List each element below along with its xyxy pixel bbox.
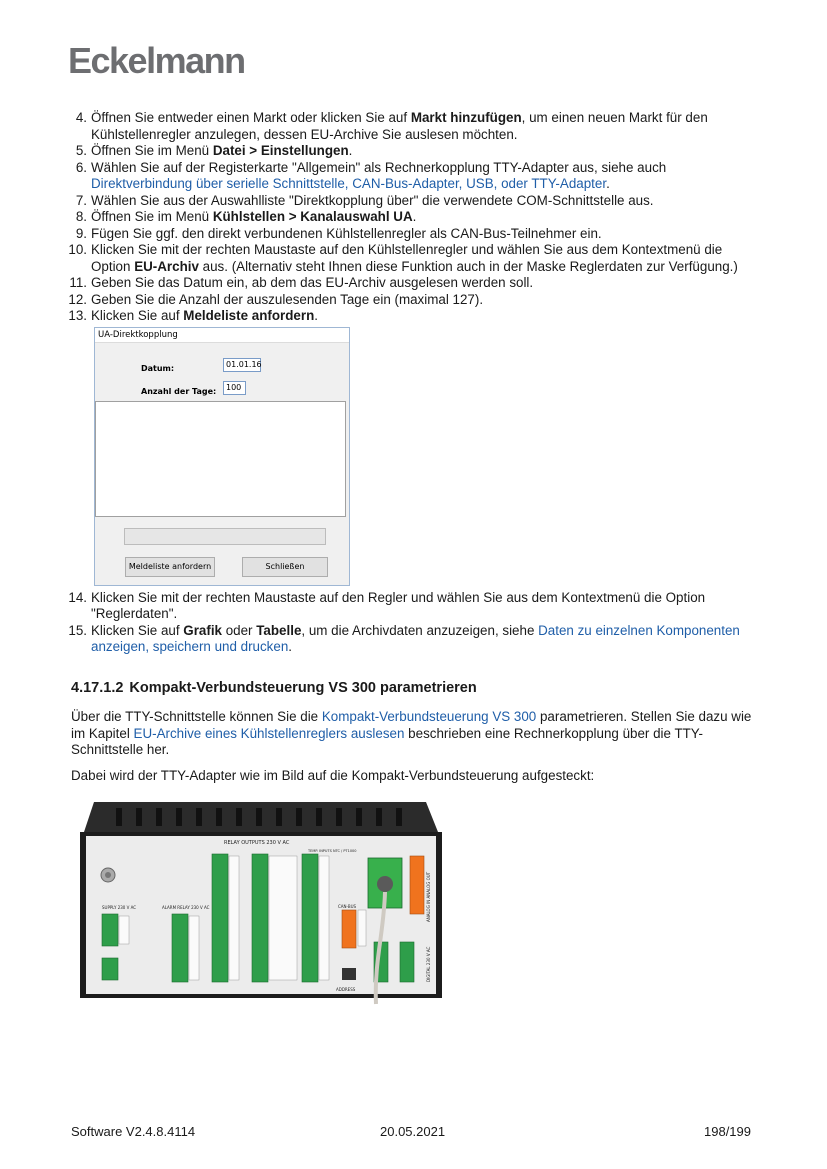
step-number: 4. — [75, 110, 87, 125]
step-item — [68, 291, 761, 309]
schliessen-button[interactable]: Schließen — [242, 557, 328, 577]
step-number: 10. — [68, 242, 87, 257]
step-item — [71, 193, 761, 210]
adapter-paragraph: Dabei wird der TTY-Adapter wie im Bild auf die Kompakt-Verbundsteuerung aufgesteckt: — [71, 767, 595, 783]
step-number: 6. — [75, 159, 87, 175]
cross-reference-link[interactable]: Kompakt-Verbundsteuerung VS 300 — [321, 709, 537, 724]
result-panel — [95, 401, 346, 517]
step-number: 13. — [68, 308, 87, 323]
text-run: . — [412, 209, 417, 224]
eckelmann-logo: Eckelmann — [68, 40, 245, 81]
text-run: Über die TTY-Schnittstelle können Sie die — [71, 709, 322, 724]
meldeliste-anfordern-button[interactable]: Meldeliste anfordern — [125, 557, 215, 577]
text-run: Öffnen Sie entweder einen Markt oder klicken Sie auf — [91, 110, 411, 125]
step-list-continued — [68, 589, 761, 656]
cross-reference-link[interactable]: Daten zu einzelnen Komponenten anzeigen, speichern und drucken — [91, 622, 740, 654]
text-run: , um einen neuen Markt für den Kühlstellenregler anzulegen, dessen EU-Archive Sie auslesen möchten. — [91, 110, 708, 142]
step-number: 7. — [75, 192, 87, 208]
step-number: 15. — [68, 622, 87, 638]
bold-term: Kühlstellen > Kanalauswahl UA — [212, 209, 413, 224]
adapter-cable-socket — [377, 876, 393, 892]
bold-term: Markt hinzufügen — [410, 110, 522, 125]
relay-outputs-label: RELAY OUTPUTS 230 V AC — [224, 840, 290, 846]
text-run: . — [288, 639, 293, 654]
step-item — [68, 308, 761, 325]
step-item — [68, 622, 761, 656]
step-item — [68, 242, 761, 275]
footer-software-version: Software V2.4.8.4114 — [71, 1124, 196, 1139]
progress-bar — [124, 528, 326, 545]
step-item — [71, 110, 761, 143]
digital-label: DIGITAL 230 V AC — [426, 946, 431, 982]
footer-date: 20.05.2021 — [380, 1124, 446, 1139]
step-item — [68, 589, 761, 623]
page-content — [68, 110, 761, 1012]
bold-term: EU-Archiv — [134, 258, 199, 274]
step-item — [71, 209, 761, 226]
section-heading — [71, 680, 761, 697]
step-item — [71, 160, 761, 193]
ua-direktkopplung-dialog — [94, 327, 350, 586]
step-number: 8. — [75, 209, 87, 224]
step-number: 12. — [68, 291, 87, 307]
analog-label: ANALOG IN ANALOG OUT — [426, 871, 431, 922]
text-run: Fügen Sie ggf. den direkt verbundenen Kühlstellenregler als CAN-Bus-Teilnehmer ein. — [91, 225, 602, 241]
bold-term: Tabelle — [256, 622, 302, 638]
text-run: . — [314, 308, 318, 323]
step-number: 11. — [69, 275, 87, 290]
step-number: 5. — [75, 143, 87, 158]
text-run: oder — [222, 622, 257, 638]
bold-term: Datei > Einstellungen — [212, 143, 349, 158]
step-list — [68, 110, 761, 325]
step-number: 9. — [75, 225, 87, 241]
address-label: ADDRESS — [336, 987, 356, 992]
vs300-device-image — [76, 792, 446, 1007]
text-run: Wählen Sie auf der Registerkarte "Allgemein" als Rechnerkopplung TTY-Adapter aus, siehe auch — [91, 159, 667, 175]
footer-page-number: 198/199 — [704, 1124, 751, 1139]
bold-term: Meldeliste anfordern — [183, 308, 315, 323]
text-run: Klicken Sie mit der rechten Maustaste auf den Kühlstellenregler und wählen Sie aus dem Kontextmenü die Option — [91, 242, 723, 274]
text-run: Klicken Sie auf — [91, 308, 184, 323]
can-bus-label: CAN-BUS — [338, 904, 357, 909]
step-item — [71, 143, 761, 160]
analog-connector — [410, 856, 424, 914]
bold-term: Grafik — [183, 622, 222, 638]
text-run: Öffnen Sie im Menü — [91, 143, 213, 158]
text-run: . — [606, 176, 610, 191]
alarm-relay-label: ALARM RELAY 230 V AC — [162, 905, 210, 910]
text-run: aus. (Alternativ steht Ihnen diese Funktion auch in der Maske Reglerdaten zur Verfügung.) — [198, 258, 738, 274]
dialog-title: UA-Direktkopplung — [95, 328, 349, 343]
text-run: parametrieren. Stellen Sie dazu wie im Kapitel — [71, 709, 752, 741]
text-run: Geben Sie das Datum ein, ab dem das EU-Archiv ausgelesen werden soll. — [91, 275, 534, 290]
section-title: Kompakt-Verbundsteuerung VS 300 parametrieren — [129, 679, 477, 696]
text-run: Klicken Sie auf — [91, 622, 184, 638]
text-run: Wählen Sie aus der Auswahlliste "Direktkopplung über" die verwendete COM-Schnittstelle aus. — [91, 192, 654, 208]
datum-input[interactable]: 01.01.16 — [223, 358, 261, 372]
vent-slots — [116, 808, 402, 826]
step-item — [71, 226, 761, 243]
address-switch — [342, 968, 356, 980]
text-run: , um die Archivdaten anzuzeigen, siehe — [301, 622, 539, 638]
text-run: Geben Sie die Anzahl der auszulesenden Tage ein (maximal 127). — [91, 291, 484, 307]
can-bus-connector — [342, 910, 356, 948]
text-run: Klicken Sie mit der rechten Maustaste auf den Regler und wählen Sie aus dem Kontextmenü die Option "Reglerdaten". — [91, 589, 706, 621]
text-run: beschrieben eine Rechnerkopplung über die TTY-Schnittstelle her. — [71, 725, 703, 757]
datum-label: Datum: — [141, 363, 175, 373]
temp-inputs-label: TEMP. INPUTS NTC / PT1000 — [308, 849, 357, 853]
intro-paragraph — [71, 709, 761, 759]
tage-label: Anzahl der Tage: — [141, 386, 217, 396]
section-number: 4.17.1.2 — [71, 679, 124, 696]
supply-label: SUPPLY 230 V AC — [102, 905, 137, 910]
text-run: Öffnen Sie im Menü — [91, 209, 213, 224]
cross-reference-link[interactable]: EU-Archive eines Kühlstellenreglers auslesen — [133, 725, 405, 741]
cross-reference-link[interactable]: Direktverbindung über serielle Schnittstelle, CAN-Bus-Adapter, USB, oder TTY-Adapter — [91, 176, 607, 191]
step-number: 14. — [68, 589, 87, 605]
tage-input[interactable]: 100 — [223, 381, 246, 395]
text-run: . — [348, 143, 353, 158]
step-item — [71, 275, 761, 292]
